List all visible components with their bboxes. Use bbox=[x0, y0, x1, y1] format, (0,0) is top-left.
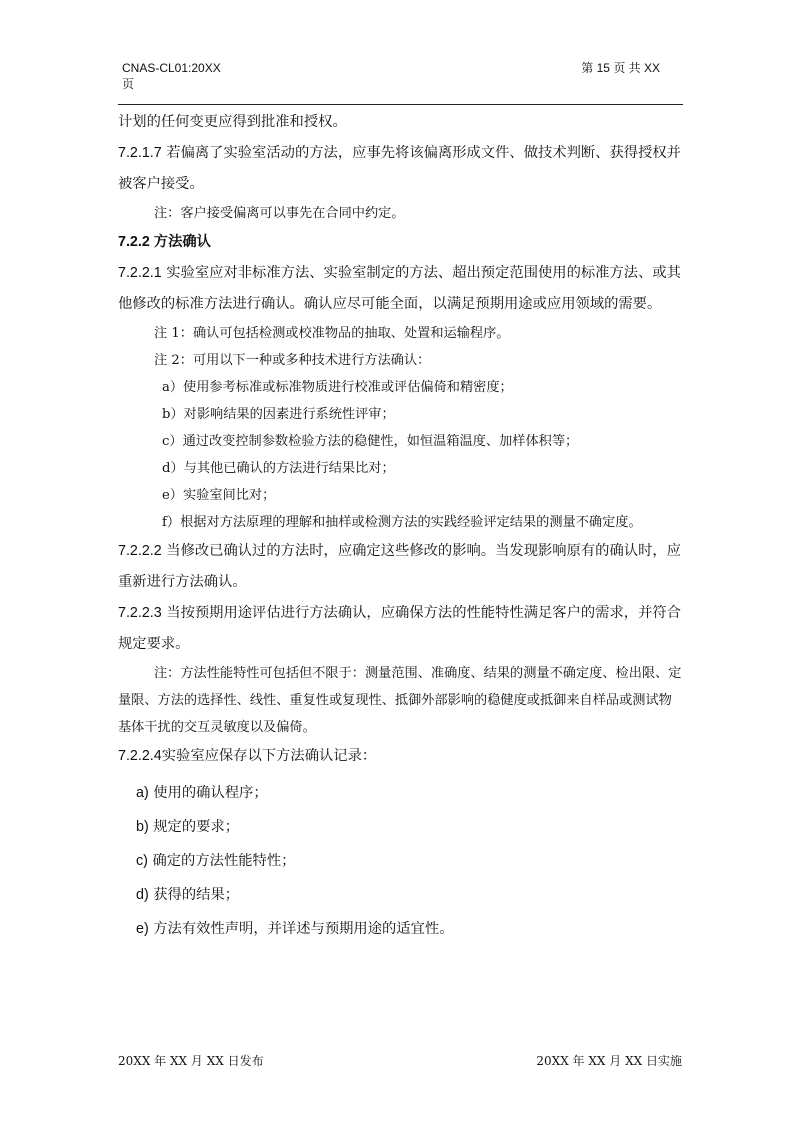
clause-number: 7.2.2.3 bbox=[118, 605, 162, 621]
note-2-item-b: b）对影响结果的因素进行系统性评审； bbox=[162, 407, 395, 422]
clause-number: 7.2.2.2 bbox=[118, 543, 162, 559]
item-text: 使用的确认程序； bbox=[153, 785, 268, 801]
clause-7-2-2-3 bbox=[118, 598, 683, 660]
item-text: 获得的结果； bbox=[153, 887, 240, 903]
continued-line: 计划的任何变更应得到批准和授权。 bbox=[118, 114, 347, 130]
record-item-b bbox=[118, 810, 683, 844]
clause-number: 7.2.1.7 bbox=[118, 145, 162, 161]
section-number: 7.2.2 bbox=[118, 234, 150, 250]
note-2-item-d: d）与其他已确认的方法进行结果比对； bbox=[162, 461, 395, 476]
note-7-2-1-7: 注：客户接受偏离可以事先在合同中约定。 bbox=[154, 206, 405, 221]
note-1: 注 1：确认可包括检测或校准物品的抽取、处置和运输程序。 bbox=[154, 326, 510, 341]
clause-number: 7.2.2.4 bbox=[118, 748, 162, 764]
clause-7-2-2-4 bbox=[118, 741, 683, 772]
note-2: 注 2：可用以下一种或多种技术进行方法确认： bbox=[154, 353, 431, 368]
clause-7-2-1-7 bbox=[118, 138, 683, 200]
item-label: e) bbox=[136, 921, 149, 937]
header-doc-code bbox=[122, 60, 221, 92]
clause-text: 实验室应保存以下方法确认记录： bbox=[161, 748, 377, 764]
footer-implement-date: 20XX 年 XX 月 XX 日实施 bbox=[536, 1054, 682, 1068]
footer-release-date: 20XX 年 XX 月 XX 日发布 bbox=[118, 1054, 264, 1068]
page-body bbox=[118, 107, 683, 946]
header-rule bbox=[118, 104, 683, 105]
item-text: 规定的要求； bbox=[153, 819, 240, 835]
note-7-2-2-3: 注：方法性能特性可包括但不限于：测量范围、准确度、结果的测量不确定度、检出限、定量限、方法的选择性、线性、重复性或复现性、抵御外部影响的稳健度或抵御来自样品或测试物基体干扰的交互灵敏度以及偏倚。 bbox=[118, 666, 682, 735]
record-item-e bbox=[118, 912, 683, 946]
record-item-c bbox=[118, 844, 683, 878]
note-2-item-c: c）通过改变控制参数检验方法的稳健性，如恒温箱温度、加样体积等； bbox=[162, 434, 579, 449]
note-2-item-a: a）使用参考标准或标准物质进行校准或评估偏倚和精密度； bbox=[162, 380, 513, 395]
note-2-item-f: f）根据对方法原理的理解和抽样或检测方法的实践经验评定结果的测量不确定度。 bbox=[162, 515, 642, 530]
doc-code: CNAS-CL01:20XX bbox=[122, 61, 221, 75]
item-label: d) bbox=[136, 887, 149, 903]
clause-text: 当按预期用途评估进行方法确认，应确保方法的性能特性满足客户的需求，并符合规定要求。 bbox=[118, 605, 681, 652]
clause-text: 当修改已确认过的方法时，应确定这些修改的影响。当发现影响原有的确认时，应重新进行方法确认。 bbox=[118, 543, 681, 590]
item-label: c) bbox=[136, 853, 148, 869]
clause-text: 实验室应对非标准方法、实验室制定的方法、超出预定范围使用的标准方法、或其他修改的标准方法进行确认。确认应尽可能全面，以满足预期用途或应用领域的需要。 bbox=[118, 265, 681, 312]
clause-7-2-2-2 bbox=[118, 536, 683, 598]
item-label: b) bbox=[136, 819, 149, 835]
clause-7-2-2-1 bbox=[118, 258, 683, 320]
page-label-wrap: 页 bbox=[122, 77, 135, 91]
record-item-a bbox=[118, 776, 683, 810]
section-title: 方法确认 bbox=[153, 234, 211, 250]
header-page-info: 第 15 页 共 XX bbox=[581, 61, 660, 75]
item-text: 确定的方法性能特性； bbox=[152, 853, 296, 869]
item-label: a) bbox=[136, 785, 149, 801]
record-item-d bbox=[118, 878, 683, 912]
section-heading-7-2-2 bbox=[118, 227, 683, 258]
note-2-item-e: e）实验室间比对； bbox=[162, 488, 276, 503]
clause-text: 若偏离了实验室活动的方法，应事先将该偏离形成文件、做技术判断、获得授权并被客户接受。 bbox=[118, 145, 681, 192]
item-text: 方法有效性声明，并详述与预期用途的适宜性。 bbox=[153, 921, 454, 937]
clause-number: 7.2.2.1 bbox=[118, 265, 162, 281]
